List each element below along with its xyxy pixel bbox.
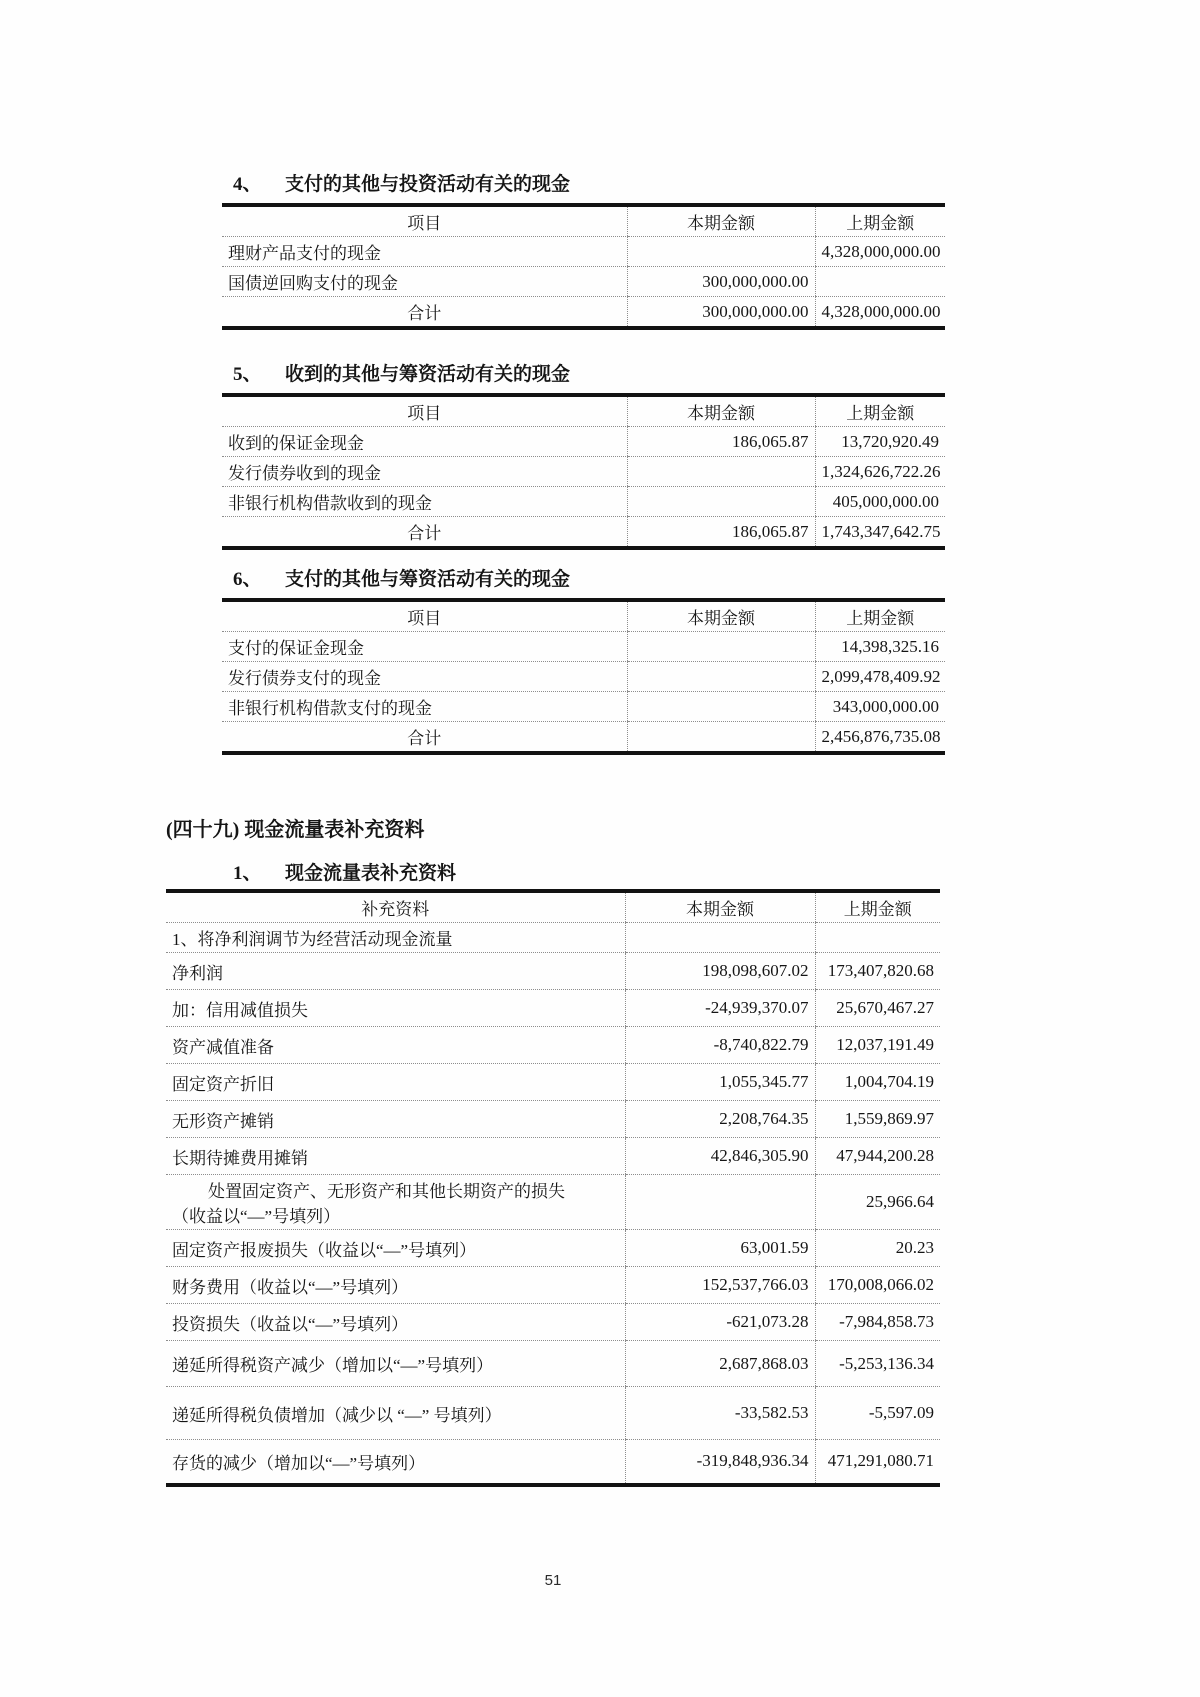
prior-amount: 25,670,467.27 xyxy=(815,990,940,1027)
header-supplement: 补充资料 xyxy=(166,891,625,923)
table-row xyxy=(166,1138,940,1175)
table-header-row xyxy=(222,600,945,632)
total-prior-amount: 2,456,876,735.08 xyxy=(815,722,945,754)
prior-amount xyxy=(815,267,945,297)
prior-amount: 13,720,920.49 xyxy=(815,427,945,457)
item-label: 无形资产摊销 xyxy=(166,1101,625,1138)
prior-amount: -5,253,136.34 xyxy=(815,1341,940,1387)
section-5-number: 5、 xyxy=(233,364,262,385)
table-header-row xyxy=(222,395,945,427)
header-current-period: 本期金额 xyxy=(627,395,815,427)
current-amount: 152,537,766.03 xyxy=(625,1267,815,1304)
prior-amount: 471,291,080.71 xyxy=(815,1440,940,1485)
section-4-title xyxy=(233,172,570,198)
table-row xyxy=(166,1175,940,1230)
item-label-line1: 处置固定资产、无形资产和其他长期资产的损失 xyxy=(208,1182,565,1201)
item-label: 长期待摊费用摊销 xyxy=(166,1138,625,1175)
table-row xyxy=(166,1064,940,1101)
section-4-number: 4、 xyxy=(233,174,262,195)
total-label: 合计 xyxy=(407,729,442,748)
header-item: 项目 xyxy=(222,600,627,632)
current-amount xyxy=(627,632,815,662)
current-amount: -8,740,822.79 xyxy=(625,1027,815,1064)
table-row xyxy=(222,457,945,487)
table-row xyxy=(222,487,945,517)
total-prior-amount: 1,743,347,642.75 xyxy=(815,517,945,549)
item-label: 支付的保证金现金 xyxy=(222,632,627,662)
header-item: 项目 xyxy=(222,205,627,237)
prior-amount: 405,000,000.00 xyxy=(815,487,945,517)
table-row xyxy=(222,692,945,722)
prior-amount: 170,008,066.02 xyxy=(815,1267,940,1304)
header-current-period: 本期金额 xyxy=(627,205,815,237)
prior-amount: 25,966.64 xyxy=(815,1175,940,1230)
prior-amount xyxy=(815,923,940,953)
header-prior-period: 上期金额 xyxy=(815,205,945,237)
chapter-heading: (四十九) 现金流量表补充资料 xyxy=(166,819,425,841)
item-label: 递延所得税负债增加（减少以 “—” 号填列） xyxy=(166,1387,625,1440)
current-amount xyxy=(627,692,815,722)
prior-amount: 1,324,626,722.26 xyxy=(815,457,945,487)
table-row xyxy=(166,1341,940,1387)
table-row xyxy=(166,953,940,990)
item-label: 发行债券收到的现金 xyxy=(222,457,627,487)
total-row xyxy=(222,517,945,549)
total-current-amount: 300,000,000.00 xyxy=(627,297,815,329)
item-label: 财务费用（收益以“—”号填列） xyxy=(166,1267,625,1304)
item-label-line2: （收益以“—”号填列） xyxy=(172,1207,341,1226)
item-label: 国债逆回购支付的现金 xyxy=(222,267,627,297)
current-amount: 300,000,000.00 xyxy=(627,267,815,297)
prior-amount: -5,597.09 xyxy=(815,1387,940,1440)
item-label: 资产减值准备 xyxy=(166,1027,625,1064)
item-label: 固定资产报废损失（收益以“—”号填列） xyxy=(166,1230,625,1267)
current-amount xyxy=(625,1175,815,1230)
item-label: 发行债券支付的现金 xyxy=(222,662,627,692)
table-row xyxy=(166,1440,940,1485)
table-row xyxy=(166,1387,940,1440)
item-label: 收到的保证金现金 xyxy=(222,427,627,457)
table-row xyxy=(166,1027,940,1064)
prior-amount: 12,037,191.49 xyxy=(815,1027,940,1064)
section-5-table xyxy=(222,393,945,550)
current-amount: -24,939,370.07 xyxy=(625,990,815,1027)
current-amount xyxy=(627,237,815,267)
total-current-amount: 186,065.87 xyxy=(627,517,815,549)
current-amount xyxy=(627,662,815,692)
table-row xyxy=(166,1267,940,1304)
current-amount: -319,848,936.34 xyxy=(625,1440,815,1485)
prior-amount: 1,004,704.19 xyxy=(815,1064,940,1101)
item-label xyxy=(166,1175,625,1230)
item-label: 理财产品支付的现金 xyxy=(222,237,627,267)
table-row xyxy=(166,1101,940,1138)
total-label: 合计 xyxy=(407,524,442,543)
header-item: 项目 xyxy=(222,395,627,427)
total-label: 合计 xyxy=(407,304,442,323)
item-label: 净利润 xyxy=(166,953,625,990)
supplement-subtitle xyxy=(233,858,456,885)
table-row xyxy=(166,923,940,953)
current-amount: -33,582.53 xyxy=(625,1387,815,1440)
header-current-period: 本期金额 xyxy=(625,891,815,923)
current-amount: 1,055,345.77 xyxy=(625,1064,815,1101)
item-label: 非银行机构借款收到的现金 xyxy=(222,487,627,517)
supplement-subtitle-number: 1、 xyxy=(233,863,262,884)
section-6-title-text: 支付的其他与筹资活动有关的现金 xyxy=(285,569,571,590)
item-label: 存货的减少（增加以“—”号填列） xyxy=(172,1453,426,1473)
item-label: 投资损失（收益以“—”号填列） xyxy=(166,1304,625,1341)
current-amount xyxy=(625,923,815,953)
total-row xyxy=(222,297,945,329)
prior-amount: 20.23 xyxy=(815,1230,940,1267)
item-label: 1、将净利润调节为经营活动现金流量 xyxy=(166,923,625,953)
table-row xyxy=(222,267,945,297)
prior-amount: 4,328,000,000.00 xyxy=(815,237,945,267)
header-current-period: 本期金额 xyxy=(627,600,815,632)
current-amount: 2,208,764.35 xyxy=(625,1101,815,1138)
prior-amount: 173,407,820.68 xyxy=(815,953,940,990)
table-row xyxy=(166,1304,940,1341)
section-5-title xyxy=(233,362,570,388)
table-row xyxy=(222,662,945,692)
section-6-title xyxy=(233,567,570,593)
table-row xyxy=(222,632,945,662)
current-amount xyxy=(627,487,815,517)
header-prior-period: 上期金额 xyxy=(815,395,945,427)
page-number: 51 xyxy=(544,1572,562,1589)
current-amount xyxy=(627,457,815,487)
section-4-title-text: 支付的其他与投资活动有关的现金 xyxy=(285,174,571,195)
current-amount: 42,846,305.90 xyxy=(625,1138,815,1175)
current-amount: 198,098,607.02 xyxy=(625,953,815,990)
prior-amount: 1,559,869.97 xyxy=(815,1101,940,1138)
header-prior-period: 上期金额 xyxy=(815,600,945,632)
prior-amount: 47,944,200.28 xyxy=(815,1138,940,1175)
total-prior-amount: 4,328,000,000.00 xyxy=(815,297,945,329)
table-row xyxy=(166,1230,940,1267)
section-4-table xyxy=(222,203,945,330)
current-amount: 186,065.87 xyxy=(627,427,815,457)
total-row xyxy=(222,722,945,754)
table-header-row xyxy=(166,891,940,923)
section-5-title-text: 收到的其他与筹资活动有关的现金 xyxy=(285,364,571,385)
supplement-table xyxy=(166,889,940,1487)
item-label: 递延所得税资产减少（增加以“—”号填列） xyxy=(166,1341,625,1387)
prior-amount: 2,099,478,409.92 xyxy=(815,662,945,692)
table-row xyxy=(222,237,945,267)
item-label: 固定资产折旧 xyxy=(166,1064,625,1101)
supplement-subtitle-text: 现金流量表补充资料 xyxy=(285,863,457,884)
header-prior-period: 上期金额 xyxy=(815,891,940,923)
current-amount: 63,001.59 xyxy=(625,1230,815,1267)
total-current-amount xyxy=(627,722,815,754)
prior-amount: 14,398,325.16 xyxy=(815,632,945,662)
current-amount: -621,073.28 xyxy=(625,1304,815,1341)
table-row xyxy=(166,990,940,1027)
section-6-table xyxy=(222,598,945,755)
section-6-number: 6、 xyxy=(233,569,262,590)
table-row xyxy=(222,427,945,457)
prior-amount: -7,984,858.73 xyxy=(815,1304,940,1341)
item-label: 加：信用减值损失 xyxy=(166,990,625,1027)
prior-amount: 343,000,000.00 xyxy=(815,692,945,722)
item-label: 非银行机构借款支付的现金 xyxy=(222,692,627,722)
table-header-row xyxy=(222,205,945,237)
current-amount: 2,687,868.03 xyxy=(625,1341,815,1387)
